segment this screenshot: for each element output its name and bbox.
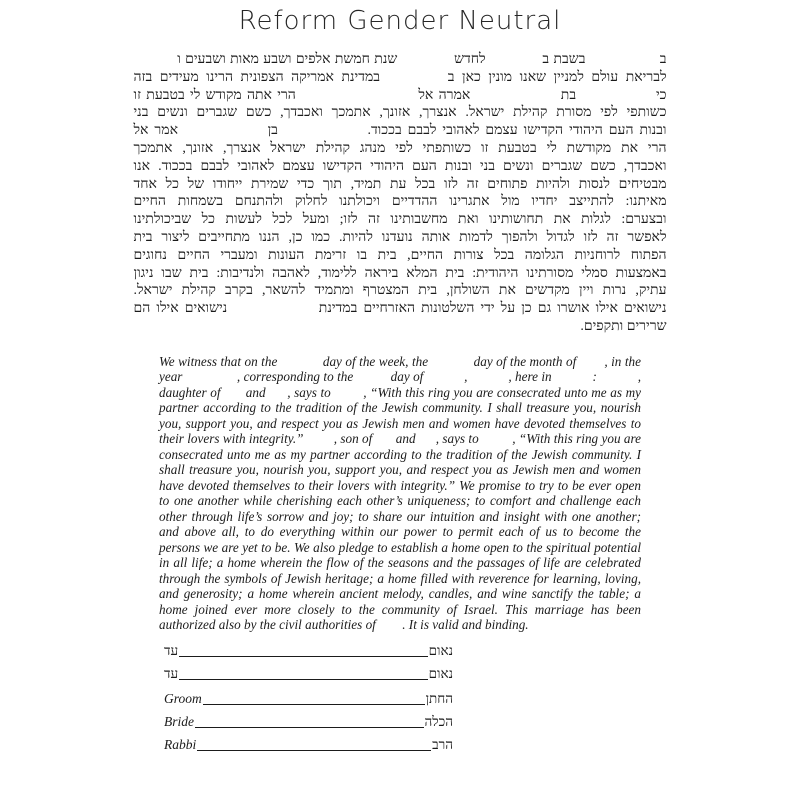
signature-blank-line: [203, 702, 425, 705]
hebrew-line: ואכבדך, כשם שגברים ונשים בני ובנות העם היהודי הקדישו עצמם לאהובי לבבם בככוד. אנו: [133, 158, 667, 174]
hebrew-line: ובצערם: לגלות את תחושותינו ואת מחשבותינו זה לזו; ומעל לכל לעשות כל שביכולתינו: [133, 212, 667, 228]
signature-blank-line: [179, 654, 427, 657]
hebrew-line: מבטיחים לנסות ולהיות פתוחים זה לזו בכל עת תמיד, תוך כדי שמירת ייחודו של כל אחד: [133, 176, 667, 192]
english-text-block: We witness that on the day of the week, the day of the month of , in the year , corresponding to the day of , , here in : , daughter of and , says to , “With this ring you are consecrated unto me as my partner according to the tradition of the Jewish community. I shall treasure you, nourish you, support you, and respect you as Jewish men and women have devoted themselves to their lovers with integrity.” , son of and , says to , “With this ring you are consecrated unto me as my partner according to the tradition of the Jewish community. I shall treasure you, nourish you, support you, and respect you as Jewish men and women have devoted themselves to their lovers with integrity.” We promise to try to be ever open to one another while cherishing each other’s uniqueness; to comfort and challenge each other through life’s sorrow and joy; to share our intuition and insight with one another; and above all, to do everything within our power to permit each of us to become the persons we are yet to be. We also pledge to establish a home open to the spiritual potential in all life; a home wherein the flow of the seasons and the passages of life are celebrated through the symbols of Jewish heritage; a home filled with reverence for learning, loving, and generosity; a home wherein ancient melody, candles, and wine sanctify the table; a home joined ever more closely to the community of Israel. This marriage has been authorized also by the civil authorities of . It is valid and binding.: [159, 353, 641, 633]
signature-row: [164, 666, 453, 681]
signature-blank-line: [179, 677, 427, 680]
signature-blank-line: [197, 748, 431, 751]
hebrew-line: באמצעות סמלי מסורתינו היהודית: בית המלא ביראה ללימוד, לאהבה ולנדיבות: בית שבו ניגון: [133, 265, 667, 281]
hebrew-line: לבריאת עולם למניין שאנו מונין כאן ב במדינת אמריקה הצפונית הרינו מעידים בזה: [133, 69, 667, 85]
signature-row: [164, 643, 453, 658]
hebrew-line: הרי את מקודשת לי בטבעת זו כשותפתי לפי מנהג קהילת ישראל אנצרך, אזונך, אתמכך: [133, 140, 667, 156]
hebrew-line: שרירים ותקפים.: [580, 318, 667, 334]
signature-blank-line: [195, 725, 424, 728]
hebrew-line: מאיתנו: להתייצב יחדיו מול אתגרינו ההדדיים ויכולתנו לחלוק ולהתנחם בשמחות החיים: [133, 194, 667, 210]
signature-row: [164, 714, 453, 729]
signature-label-right: נאום: [428, 665, 453, 681]
hebrew-line: עתיק, נרות ויין מקדשים את השולחן, בית המצטרף ומתמיד להשאר, בקרב קהילת ישראל.: [133, 283, 667, 299]
signature-label-left: עד: [164, 665, 179, 681]
signature-row: [164, 691, 453, 706]
hebrew-text-block: [134, 51, 667, 336]
signature-label-right: נאום: [428, 642, 453, 658]
signature-row: [164, 737, 453, 752]
signature-label-left: עד: [164, 642, 179, 658]
hebrew-line: נישואים אילו אושרו גם כן על ידי השלטונות האזרחיים במדינת נישואים אילו הם: [133, 301, 667, 317]
signature-label-left: Rabbi: [164, 736, 197, 752]
hebrew-line: כשותפי לפי מסורת קהילת ישראל. אנצרך, אזונך, אתמכך ואכבדך, כשם שגברים ונשים בני: [133, 105, 667, 121]
signature-label-right: החתן: [425, 690, 453, 706]
signature-label-left: Bride: [164, 713, 194, 729]
hebrew-line: הפתוח לרוחניות הגלומה בכל צורות החיים, בית בו זרימת העונות ומעברי החיים נחוגים: [133, 247, 667, 263]
signature-label-right: הכלה: [424, 713, 453, 729]
signature-label-left: Groom: [164, 690, 202, 706]
page-title: Reform Gender Neutral: [238, 6, 562, 36]
hebrew-line: ב בשבת ב לחדש שנת חמשת אלפים ושבע מאות ושבעים ו: [133, 52, 667, 67]
signature-label-right: הרב: [432, 736, 453, 752]
hebrew-line: לאפשר זה לזו לגדול ולהפוך לדמות אותה נועדנו להיות. כמו כן, הננו מתחייבים ליצור בית: [133, 229, 667, 245]
hebrew-line: כי בת אמרה אל הרי אתה מקודש לי בטבעת זו: [133, 87, 667, 103]
signature-section: [164, 643, 453, 752]
hebrew-line: ובנות העם היהודי הקדישו עצמם לאהובי לבבם בככוד. בן אמר אל: [133, 123, 667, 139]
